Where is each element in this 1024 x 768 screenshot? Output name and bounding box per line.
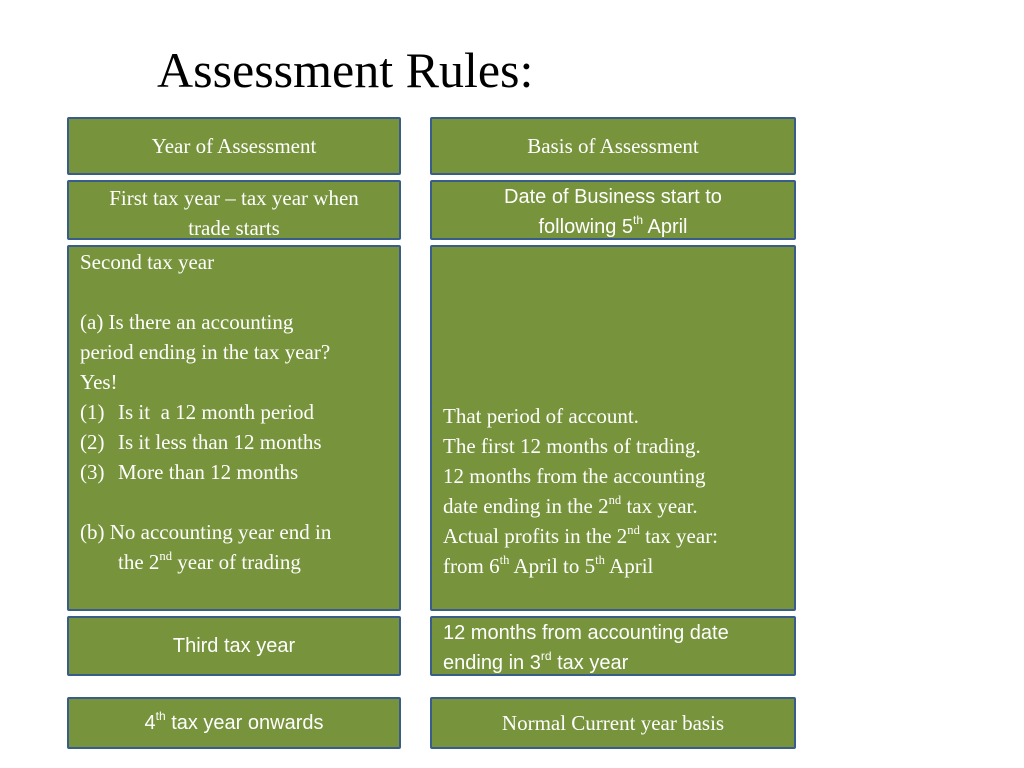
fourth-tax-year-label [145,708,324,738]
fourth-year-basis-label: Normal Current year basis [501,711,725,735]
first-tax-year-line-1: First tax year – tax year when [109,186,359,210]
third-tax-year-box [67,616,401,676]
question-a-line-2: period ending in the tax year? [80,340,331,364]
first-year-basis-line-2-text: following 5 [538,216,634,238]
second-year-basis-line-4 [443,491,794,521]
second-year-basis-line-2: The first 12 months of trading. [443,434,701,458]
second-year-basis-line-4-end: tax year. [621,494,698,518]
question-a-line-1: (a) Is there an accounting [80,310,294,334]
question-b-line-1: (b) No accounting year end in [80,520,332,544]
third-tax-year-label: Third tax year [172,635,296,657]
question-a-line-3: Yes! [80,370,118,394]
fourth-tax-year-box [67,697,401,749]
fourth-tax-year-label-text: tax year onwards [165,712,324,734]
second-year-basis-line-6-b: April to 5 [509,554,596,578]
second-year-basis-line-6-sup-2: th [595,552,605,567]
option-number-2: (2) [80,430,105,454]
first-year-basis-box [430,180,796,240]
first-tax-year-line-2: trade starts [188,216,280,240]
third-year-basis-line-1: 12 months from accounting date [443,622,729,644]
second-year-basis-box [430,245,796,611]
first-year-basis-line-2 [432,212,794,240]
second-year-basis-line-5-end: tax year: [639,524,719,548]
question-b-line-2-sup: nd [159,548,172,563]
second-tax-year-box [67,245,401,611]
question-b-line-2-end: year of trading [172,550,301,574]
option-number-3: (3) [80,460,105,484]
slide-title: Assessment Rules: [157,42,534,98]
year-of-assessment-header [67,117,401,175]
option-text-1: Is it a 12 month period [118,400,314,424]
second-year-basis-line-5-text: Actual profits in the 2 [443,524,628,548]
third-year-basis-box [430,616,796,676]
option-item-1 [80,397,399,427]
option-number-1: (1) [80,400,105,424]
option-text-2: Is it less than 12 months [118,430,322,454]
second-year-basis-line-6 [443,551,794,581]
fourth-year-basis-box [430,697,796,749]
basis-of-assessment-header-label: Basis of Assessment [527,134,699,158]
basis-of-assessment-header [430,117,796,175]
second-year-basis-line-6-sup-1: th [499,552,510,567]
fourth-tax-year-label-num: 4 [144,712,156,734]
second-year-basis-line-5 [443,521,794,551]
second-tax-year-heading: Second tax year [80,250,215,274]
option-item-2 [80,427,399,457]
third-year-basis-line-2 [443,648,794,676]
third-year-basis-line-2-sup: rd [540,649,552,664]
second-year-basis-line-4-sup: nd [608,492,622,507]
question-b-line-2-text: the 2 [118,550,160,574]
second-year-basis-line-3: 12 months from the accounting [443,464,706,488]
option-item-3 [80,457,399,487]
first-year-basis-line-1: Date of Business start to [504,186,722,208]
second-year-basis-line-1: That period of account. [443,404,639,428]
third-year-basis-line-2-end: tax year [551,652,629,674]
year-of-assessment-header-label: Year of Assessment [151,134,317,158]
second-year-basis-line-5-sup: nd [627,522,640,537]
third-year-basis-line-2-text: ending in 3 [443,652,541,674]
second-year-basis-line-6-c: April [604,554,654,578]
second-year-basis-line-6-a: from 6 [443,554,500,578]
first-tax-year-box [67,180,401,240]
question-b-line-2 [80,547,399,577]
first-year-basis-line-2-sup: th [633,213,644,228]
second-year-basis-line-4-text: date ending in the 2 [443,494,609,518]
option-text-3: More than 12 months [118,460,299,484]
fourth-tax-year-label-sup: th [155,709,166,724]
first-year-basis-line-2-end: April [643,216,688,238]
